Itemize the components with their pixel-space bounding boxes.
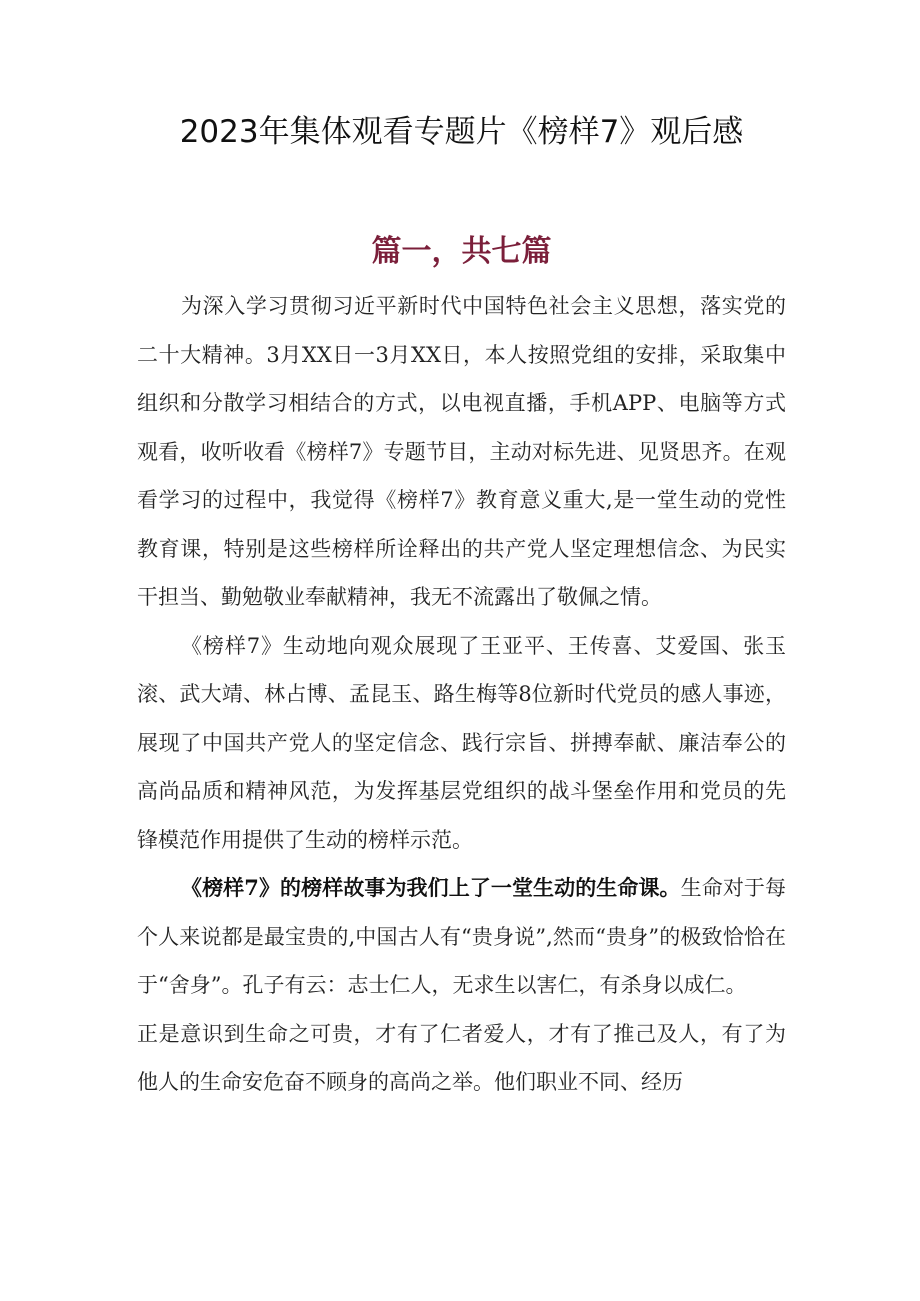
paragraph-text: 正是意识到生命之可贵，才有了仁者爱人，才有了推己及人，有了为他人的生命安危奋不顾身的高尚之举。他们职业不同、经历: [137, 1021, 786, 1094]
paragraph-text: 为深入学习贯彻习近平新时代中国特色社会主义思想，落实党的二十大精神。3月XX日一3月XX日，本人按照党组的安排，采取集中组织和分散学习相结合的方式，以电视直播，手机APP、电脑等方式观看，收听收看《榜样7》专题节目，主动对标先进、见贤思齐。在观看学习的过程中，我觉得《榜样7》教育意义重大,是一堂生动的党性教育课，特别是这些榜样所诠释出的共产党人坚定理想信念、为民实干担当、勤勉敬业奉献精神，我无不流露出了敬佩之情。: [137, 294, 786, 609]
paragraph-3: [137, 864, 786, 1010]
document-body: [137, 282, 786, 1107]
document-title: 2023年集体观看专题片《榜样7》观后感: [179, 114, 744, 150]
paragraph-text: 生命对于每个人来说都是最宝贵的,中国古人有“贵身说”,然而“贵身”的极致恰恰在于“舍身”。孔子有云：志士仁人，无求生以害仁，有杀身以成仁。: [137, 876, 786, 997]
section-heading: 篇一，共七篇: [371, 234, 552, 269]
paragraph-text: 《榜样7》生动地向观众展现了王亚平、王传喜、艾爱国、张玉滚、武大靖、林占博、孟昆玉、路生梅等8位新时代党员的感人事迹，展现了中国共产党人的坚定信念、践行宗旨、拼搏奉献、廉洁奉公的高尚品质和精神风范，为发挥基层党组织的战斗堡垒作用和党员的先锋模范作用提供了生动的榜样示范。: [137, 633, 786, 852]
paragraph-2: [137, 622, 786, 865]
paragraph-bold-lead: 《榜样7》的榜样故事为我们上了一堂生动的生命课。: [181, 875, 681, 900]
paragraph-1: [137, 282, 786, 622]
paragraph-4: [137, 1010, 786, 1107]
